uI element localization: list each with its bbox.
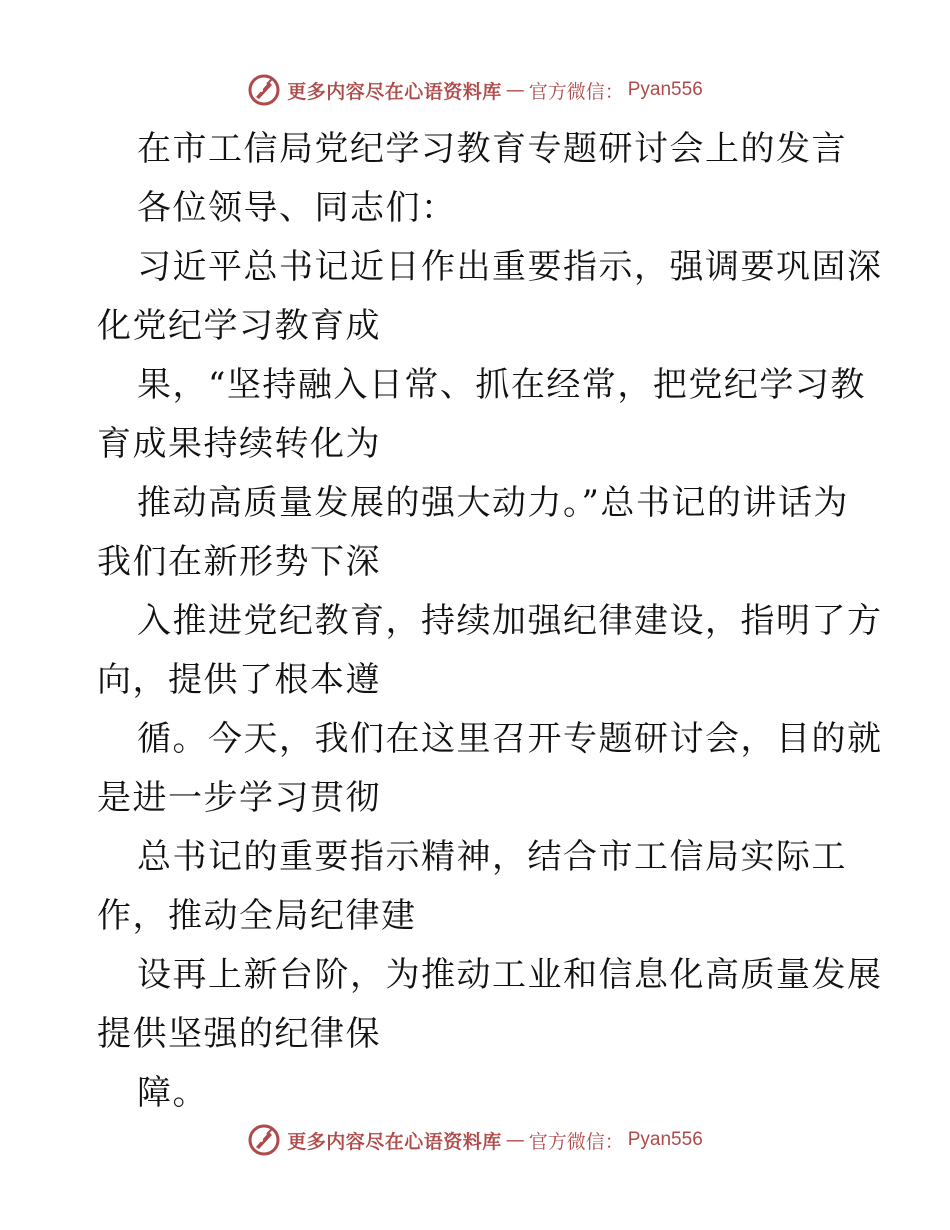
feather-pen-logo-icon: [247, 1123, 281, 1157]
paragraph-line: 循。今天，我们在这里召开专题研讨会，目的就: [137, 719, 883, 759]
separator-dash: —: [505, 1129, 525, 1151]
document-body: [97, 120, 883, 1123]
wechat-label: 官方微信：: [528, 1130, 624, 1153]
salutation: 各位领导、同志们：: [137, 188, 457, 228]
separator-dash: —: [505, 79, 525, 101]
footer-watermark: [0, 1120, 950, 1160]
header-watermark: [0, 70, 950, 110]
wechat-id: Pyan556: [627, 79, 703, 100]
paragraph-line: 障。: [137, 1073, 208, 1113]
promo-text: 更多内容尽在心语资料库: [287, 1130, 502, 1153]
paragraph-line: 是进一步学习贯彻: [97, 778, 381, 818]
paragraph-line: 习近平总书记近日作出重要指示，强调要巩固深: [137, 247, 883, 287]
paragraph-line: 作，推动全局纪律建: [97, 896, 417, 936]
paragraph-line: 向，提供了根本遵: [97, 660, 381, 700]
paragraph-line: 设再上新台阶，为推动工业和信息化高质量发展: [137, 955, 883, 995]
paragraph-line: 推动高质量发展的强大动力。”总书记的讲话为: [137, 483, 849, 523]
document-title: 在市工信局党纪学习教育专题研讨会上的发言: [137, 129, 847, 169]
paragraph-line: 化党纪学习教育成: [97, 306, 381, 346]
paragraph-line: 果，“坚持融入日常、抓在经常，把党纪学习教: [137, 365, 866, 405]
paragraph-line: 我们在新形势下深: [97, 542, 381, 582]
wechat-label: 官方微信：: [528, 80, 624, 103]
feather-pen-logo-icon: [247, 73, 281, 107]
promo-text: 更多内容尽在心语资料库: [287, 80, 502, 103]
paragraph-line: 入推进党纪教育，持续加强纪律建设，指明了方: [137, 601, 883, 641]
paragraph-line: 总书记的重要指示精神，结合市工信局实际工: [137, 837, 847, 877]
paragraph-line: 提供坚强的纪律保: [97, 1014, 381, 1054]
wechat-id: Pyan556: [627, 1129, 703, 1150]
paragraph-line: 育成果持续转化为: [97, 424, 381, 464]
